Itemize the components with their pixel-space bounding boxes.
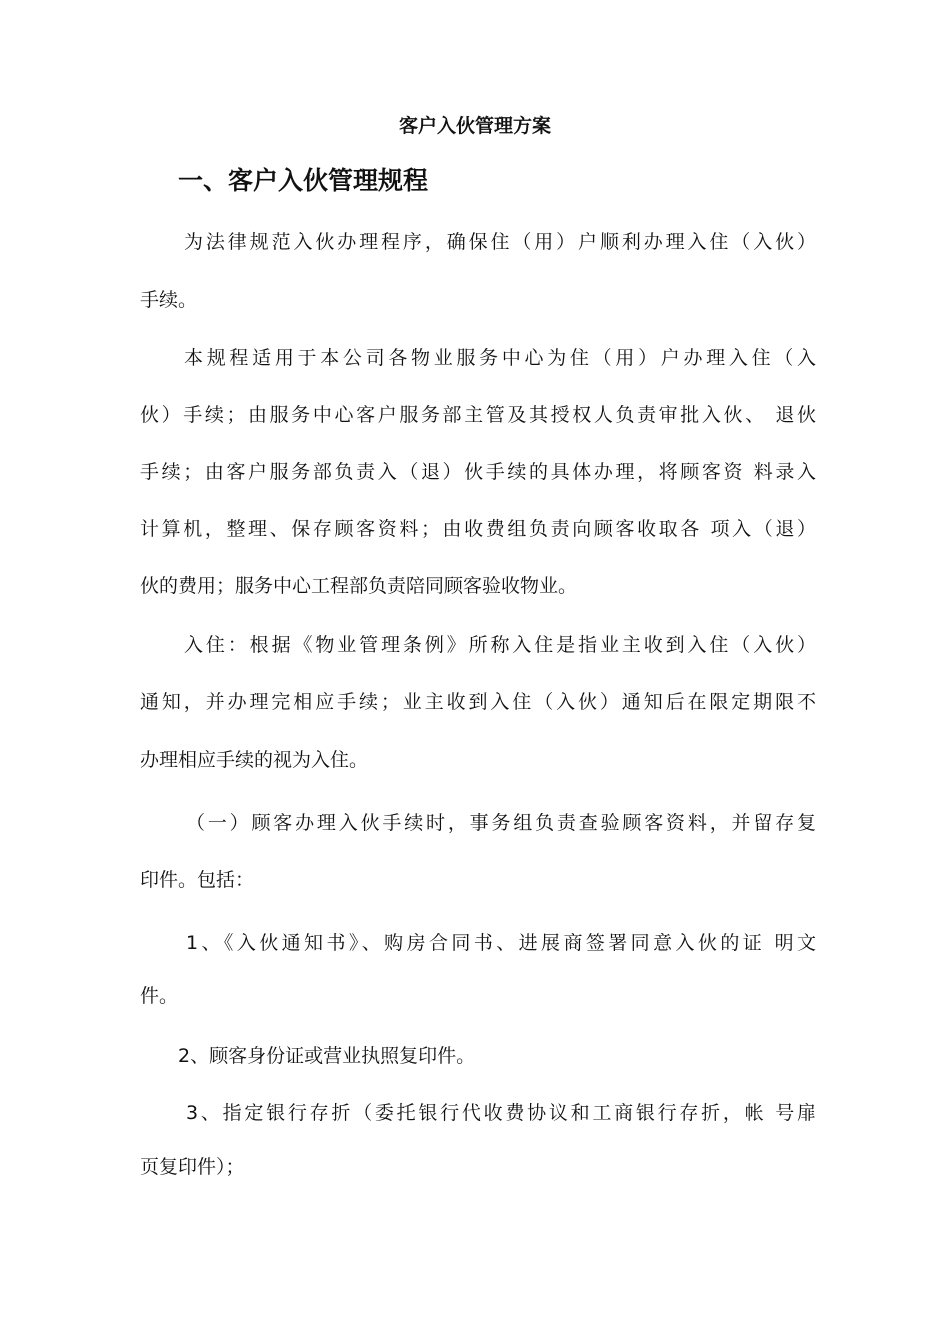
- list-item-line: 1、《入伙通知书》、购房合同书、进展商签署同意入伙的证 明文: [186, 932, 816, 954]
- paragraph-line: 本规程适用于本公司各物业服务中心为住（用）户办理入住（入: [184, 347, 816, 369]
- paragraph-line: 办理相应手续的视为入住。: [140, 749, 369, 771]
- list-item-line: 2、顾客身份证或营业执照复印件。: [178, 1045, 476, 1067]
- list-item-line: 件。: [140, 985, 179, 1007]
- paragraph-line: 手续。: [140, 289, 198, 311]
- paragraph-line: 通知，并办理完相应手续；业主收到入住（入伙）通知后在限定期限不: [140, 691, 816, 713]
- paragraph-line: （一）顾客办理入伙手续时，事务组负责查验顾客资料，并留存复: [186, 812, 816, 834]
- paragraph-line: 入住：根据《物业管理条例》所称入住是指业主收到入住（入伙）: [184, 634, 816, 656]
- paragraph-line: 为法律规范入伙办理程序，确保住（用）户顺利办理入住（入伙）: [184, 231, 816, 253]
- paragraph-line: 计算机，整理、保存顾客资料；由收费组负责向顾客收取各 项入（退）: [140, 518, 816, 540]
- document-title: 客户入伙管理方案: [398, 115, 551, 137]
- section-heading: 一、客户入伙管理规程: [178, 166, 429, 195]
- list-item-line: 页复印件）；: [140, 1156, 245, 1178]
- paragraph-line: 伙）手续；由服务中心客户服务部主管及其授权人负责审批入伙、 退伙: [140, 404, 816, 426]
- paragraph-line: 印件。包括：: [140, 869, 255, 891]
- paragraph-line: 伙的费用；服务中心工程部负责陪同顾客验收物业。: [140, 575, 578, 597]
- paragraph-line: 手续；由客户服务部负责入（退）伙手续的具体办理，将顾客资 料录入: [140, 461, 816, 483]
- list-item-line: 3、指定银行存折（委托银行代收费协议和工商银行存折，帐 号扉: [186, 1102, 816, 1124]
